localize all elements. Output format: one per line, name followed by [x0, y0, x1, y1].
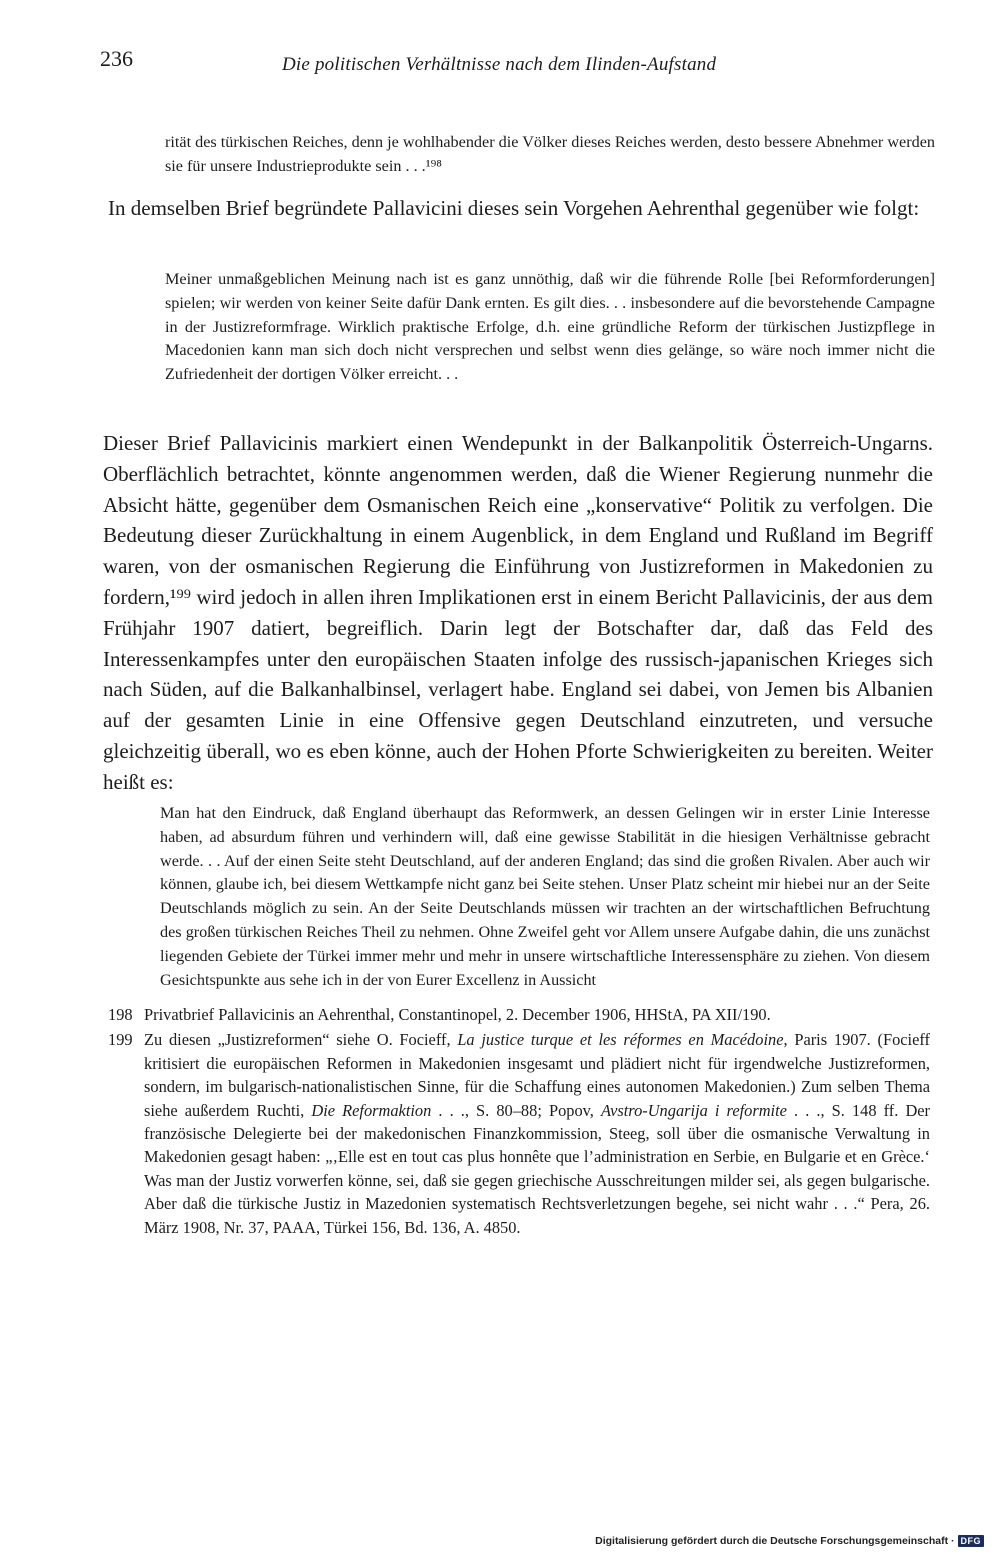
cited-title: La justice turque et les réformes en Macédoine: [457, 1030, 784, 1050]
block-quote-3: Man hat den Eindruck, daß England überhaupt das Reformwerk, an dessen Gelingen wir in erster Linie Interesse haben, ad absurdum führen und verhindern will, daß eine gewisse Stabilität in die hiesigen Verhältnisse gebracht werde. . . Auf der einen Seite steht Deutschland, auf der anderen England; das sind die großen Rivalen. Aber auch wir können, glaube ich, bei diesem Wettkampfe nicht ganz bei Seite stehen. Unser Platz scheint mir hiebei nur an der Seite Deutschlands möglich zu sein. An der Seite Deutschlands müssen wir trachten an der wirtschaftlichen Befruchtung des großen türkischen Reiches Theil zu nehmen. Ohne Zweifel geht vor Allem unsere Aufgabe dahin, die uns zunächst liegenden Gebiete der Türkei immer mehr und mehr in unsere wirtschaftliche Interessensphäre zu ziehen. Von diesem Gesichtspunkte aus sehe ich in der von Eurer Excellenz in Aussicht: [160, 804, 930, 989]
footnote-number: 199: [108, 1030, 133, 1050]
footnote-number: 198: [108, 1005, 133, 1024]
running-title: Die politischen Verhältnisse nach dem Ilinden-Aufstand: [282, 54, 717, 75]
footnote-text-part: Zu diesen „Justizreformen“ siehe O. Focieff,: [144, 1030, 458, 1050]
body-paragraph-1: In demselben Brief begründete Pallavicini dieses sein Vorgehen Aehrenthal gegenüber wie folgt:: [108, 196, 920, 220]
footnote-198: [108, 1003, 930, 1026]
block-quote-2: Meiner unmaßgeblichen Meinung nach ist es ganz unnöthig, daß wir die führende Rolle [bei Reformforderungen] spielen; wir werden von keiner Seite dafür Dank ernten. Es gilt dies. . . insbesondere auf die bevorstehende Campagne in der Justizreformfrage. Wirklich praktische Erfolge, d.h. eine gründliche Reform der türkischen Justizpflege in Macedonien kann man sich doch nicht versprechen und selbst wenn dies gelänge, so wäre noch immer nicht die Zufriedenheit der dortigen Völker erreicht. . .: [165, 270, 935, 384]
digitization-credit: [595, 1535, 984, 1547]
footnote-199: [108, 1028, 930, 1239]
cited-title: Die Reformaktion: [311, 1100, 432, 1120]
dfg-logo: DFG: [958, 1535, 985, 1547]
credit-text: Digitalisierung gefördert durch die Deutsche Forschungsgemeinschaft ·: [595, 1535, 955, 1547]
page-number: 236: [100, 46, 133, 71]
body-paragraph-2: Dieser Brief Pallavicinis markiert einen Wendepunkt in der Balkanpolitik Österreich-Ungarns. Oberflächlich betrachtet, könnte angenommen werden, daß die Wiener Regierung nunmehr die Absicht hätte, gegenüber dem Osmanischen Reich eine „konservative“ Politik zu verfolgen. Die Bedeutung dieser Zurückhaltung in einem Augenblick, in dem England und Rußland im Begriff waren, von der osmanischen Regierung die Einführung von Justizreformen in Makedonien zu fordern,¹⁹⁹ wird jedoch in allen ihren Implikationen erst in einem Bericht Pallavicinis, der aus dem Frühjahr 1907 datiert, begreiflich. Darin legt der Botschafter dar, daß das Feld des Interessenkampfes unter den europäischen Staaten infolge des russisch-japanischen Krieges sich nach Süden, auf die Balkanhalbinsel, verlagert habe. England sei dabei, von Jemen bis Albanien auf der gesamten Linie in eine Offensive gegen Deutschland einzutreten, und versuche gleichzeitig überall, wo es eben könne, auch der Hohen Pforte Schwierigkeiten zu bereiten. Weiter heißt es:: [103, 431, 933, 794]
footnote-text: [144, 1028, 930, 1239]
footnote-text-part: , Paris 1907. (Focieff kritisiert die europäischen Reformen in Makedonien insgesamt und plädiert nicht für irgendwelche Justizreformen, sondern, im bulgarisch-nationalistischen Sinne, für die Schaffung eines autonomen Makedonien.) Zum selben Thema siehe außerdem Ruchti,: [144, 1030, 930, 1120]
footnote-text-part: . . ., S. 148 ff. Der französische Delegierte bei der makedonischen Finanzkommission, Steeg, soll über die osmanische Verwaltung in Makedonien gesagt haben: „‚Elle est en tout cas plus honnête que l’administration en Serbie, en Bulgarie et en Grèce.‘ Was man der Justiz vorwerfen könne, sei, daß sie gegen griechische Ausschreitungen milder sei, als gegen bulgarische. Aber daß die türkische Justiz in Mazedonien systematisch Rechtsverletzungen begehe, sei nicht wahr . . .“ Pera, 26. März 1908, Nr. 37, PAAA, Türkei 156, Bd. 136, A. 4850.: [144, 1100, 931, 1237]
footnotes: [108, 1003, 930, 1241]
block-quote-1: rität des türkischen Reiches, denn je wohlhabender die Völker dieses Reiches werden, desto bessere Abnehmer werden sie für unsere Industrieprodukte sein . . .¹⁹⁸: [165, 133, 935, 175]
footnote-text: Privatbrief Pallavicinis an Aehrenthal, Constantinopel, 2. December 1906, HHStA, PA XII/190.: [144, 1005, 771, 1024]
cited-title: Avstro-Ungarija i reformite: [600, 1100, 787, 1120]
footnote-text-part: . . ., S. 80–88; Popov,: [431, 1100, 601, 1120]
